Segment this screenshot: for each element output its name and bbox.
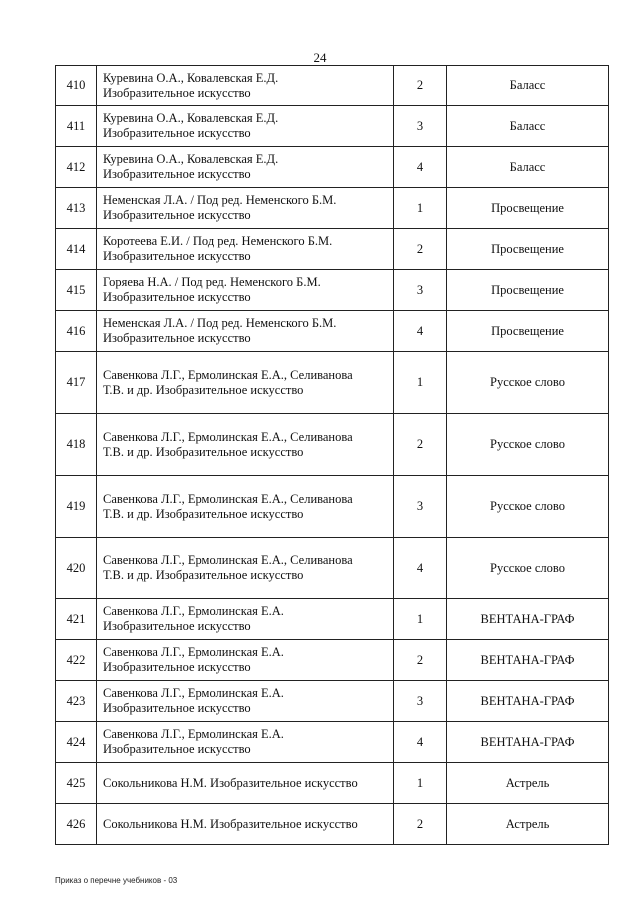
row-subject: Изобразительное искусство: [103, 701, 251, 715]
row-publisher: Баласс: [447, 66, 609, 106]
table-row: [56, 476, 609, 538]
row-publisher: Просвещение: [447, 311, 609, 352]
row-publisher: Баласс: [447, 147, 609, 188]
table-row: [56, 229, 609, 270]
row-authors: Савенкова Л.Г., Ермолинская Е.А., Селиванова: [103, 367, 353, 382]
row-publisher: Просвещение: [447, 229, 609, 270]
row-description: [97, 311, 394, 352]
page-number: 24: [313, 50, 327, 65]
row-subject: Изобразительное искусство: [103, 249, 251, 263]
row-grade: 4: [394, 311, 447, 352]
row-number: 418: [56, 414, 97, 476]
row-number: 422: [56, 640, 97, 681]
row-description: [97, 188, 394, 229]
row-number: 420: [56, 538, 97, 599]
row-grade: 4: [394, 147, 447, 188]
textbook-table: [55, 65, 609, 845]
row-authors: Куревина О.А., Ковалевская Е.Д.: [103, 111, 279, 125]
row-authors: Савенкова Л.Г., Ермолинская Е.А.: [103, 645, 284, 659]
row-subject: Изобразительное искусство: [103, 660, 251, 674]
row-publisher: ВЕНТАНА-ГРАФ: [447, 681, 609, 722]
table-row: [56, 352, 609, 414]
row-publisher: Астрель: [447, 763, 609, 804]
row-number: 413: [56, 188, 97, 229]
table-row: [56, 311, 609, 352]
row-subject: Т.В. и др. Изобразительное искусство: [103, 568, 304, 582]
row-publisher: Баласс: [447, 106, 609, 147]
table-row: [56, 106, 609, 147]
row-description: [97, 147, 394, 188]
row-subject: Т.В. и др. Изобразительное искусство: [103, 382, 304, 397]
row-number: 410: [56, 66, 97, 106]
row-grade: 1: [394, 188, 447, 229]
table-row: [56, 66, 609, 106]
row-authors: Коротеева Е.И. / Под ред. Неменского Б.М.: [103, 234, 333, 248]
table-row: [56, 722, 609, 763]
row-publisher: Русское слово: [447, 476, 609, 538]
row-grade: 1: [394, 599, 447, 640]
row-grade: 2: [394, 66, 447, 106]
row-subject: Изобразительное искусство: [103, 619, 251, 633]
row-grade: 2: [394, 229, 447, 270]
row-publisher: Просвещение: [447, 188, 609, 229]
table-row: [56, 599, 609, 640]
row-description: [97, 229, 394, 270]
row-number: 414: [56, 229, 97, 270]
row-authors: Савенкова Л.Г., Ермолинская Е.А., Селиванова: [103, 429, 353, 444]
table-row: [56, 147, 609, 188]
table-row: [56, 538, 609, 599]
row-description: [97, 106, 394, 147]
row-subject: Т.В. и др. Изобразительное искусство: [103, 444, 304, 459]
row-publisher: Русское слово: [447, 538, 609, 599]
row-authors: Неменская Л.А. / Под ред. Неменского Б.М.: [103, 316, 337, 330]
row-publisher: ВЕНТАНА-ГРАФ: [447, 599, 609, 640]
row-grade: 4: [394, 538, 447, 599]
row-description: [97, 640, 394, 681]
row-subject: Изобразительное искусство: [103, 167, 251, 181]
row-authors: Сокольникова Н.М. Изобразительное искусство: [103, 775, 358, 790]
row-authors: Куревина О.А., Ковалевская Е.Д.: [103, 70, 279, 85]
row-grade: 2: [394, 804, 447, 845]
row-authors: Горяева Н.А. / Под ред. Неменского Б.М.: [103, 275, 321, 289]
table-row: [56, 414, 609, 476]
row-number: 415: [56, 270, 97, 311]
row-number: 412: [56, 147, 97, 188]
row-subject: Изобразительное искусство: [103, 290, 251, 304]
row-grade: 3: [394, 106, 447, 147]
row-subject: Изобразительное искусство: [103, 85, 251, 100]
row-grade: 3: [394, 270, 447, 311]
row-publisher: Астрель: [447, 804, 609, 845]
row-description: [97, 763, 394, 804]
row-grade: 2: [394, 640, 447, 681]
row-grade: 3: [394, 476, 447, 538]
row-publisher: Русское слово: [447, 414, 609, 476]
row-description: [97, 352, 394, 414]
row-number: 426: [56, 804, 97, 845]
row-description: [97, 722, 394, 763]
row-description: [97, 270, 394, 311]
row-publisher: ВЕНТАНА-ГРАФ: [447, 722, 609, 763]
row-authors: Неменская Л.А. / Под ред. Неменского Б.М.: [103, 193, 337, 207]
row-grade: 3: [394, 681, 447, 722]
table-row: [56, 188, 609, 229]
row-description: [97, 538, 394, 599]
row-subject: Изобразительное искусство: [103, 331, 251, 345]
row-publisher: Русское слово: [447, 352, 609, 414]
row-publisher: Просвещение: [447, 270, 609, 311]
row-number: 424: [56, 722, 97, 763]
table-row: [56, 804, 609, 845]
row-grade: 2: [394, 414, 447, 476]
row-grade: 4: [394, 722, 447, 763]
row-authors: Савенкова Л.Г., Ермолинская Е.А.: [103, 727, 284, 741]
table-row: [56, 270, 609, 311]
footer-note: Приказ о перечне учебников - 03: [55, 876, 178, 885]
row-grade: 1: [394, 352, 447, 414]
row-number: 421: [56, 599, 97, 640]
row-subject: Изобразительное искусство: [103, 208, 251, 222]
row-description: [97, 599, 394, 640]
row-authors: Савенкова Л.Г., Ермолинская Е.А., Селиванова: [103, 491, 353, 506]
row-description: [97, 476, 394, 538]
row-description: [97, 66, 394, 106]
row-subject: Т.В. и др. Изобразительное искусство: [103, 506, 304, 521]
row-authors: Куревина О.А., Ковалевская Е.Д.: [103, 152, 279, 166]
row-grade: 1: [394, 763, 447, 804]
row-authors: Савенкова Л.Г., Ермолинская Е.А.: [103, 686, 284, 700]
row-number: 417: [56, 352, 97, 414]
row-authors: Сокольникова Н.М. Изобразительное искусство: [103, 816, 358, 831]
row-subject: Изобразительное искусство: [103, 126, 251, 140]
table-row: [56, 763, 609, 804]
row-authors: Савенкова Л.Г., Ермолинская Е.А.: [103, 604, 284, 618]
row-description: [97, 804, 394, 845]
row-number: 419: [56, 476, 97, 538]
row-authors: Савенкова Л.Г., Ермолинская Е.А., Селиванова: [103, 553, 353, 567]
table-row: [56, 640, 609, 681]
row-description: [97, 681, 394, 722]
row-description: [97, 414, 394, 476]
row-number: 423: [56, 681, 97, 722]
table-row: [56, 681, 609, 722]
row-number: 425: [56, 763, 97, 804]
row-subject: Изобразительное искусство: [103, 742, 251, 756]
row-number: 411: [56, 106, 97, 147]
row-publisher: ВЕНТАНА-ГРАФ: [447, 640, 609, 681]
row-number: 416: [56, 311, 97, 352]
